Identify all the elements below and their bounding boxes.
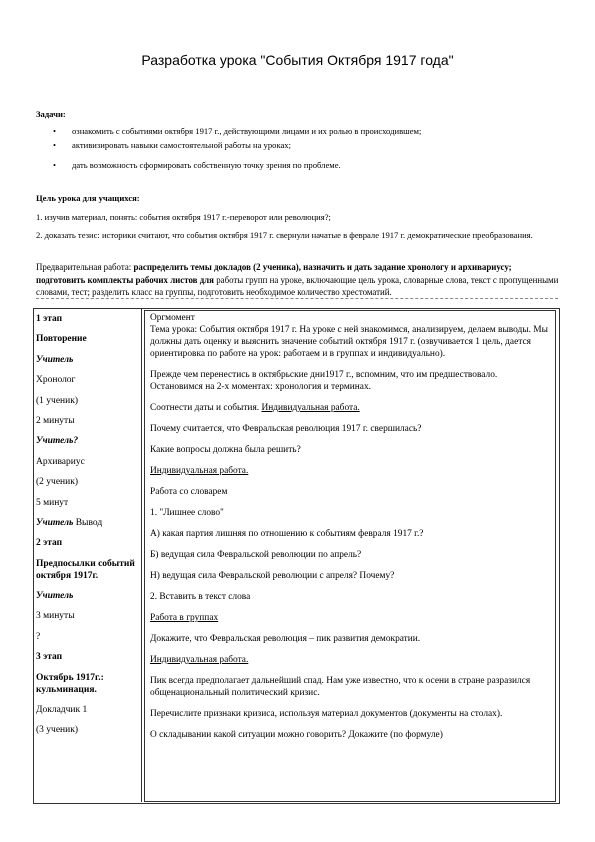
stage-item: (2 ученик) (36, 477, 78, 488)
content-text: Тема урока: События октября 1917 г. На уроке с ней знакомимся, анализируем, делаем выводы. Мы должны дать оценку и выяснить значение событий октября 1917 г. (озвучивается 1 цель, дается ориентировка по работе на урок: работаем и в группах и индивидуально). (150, 325, 548, 359)
stage-item: Архивариус (36, 456, 85, 467)
content-text: Какие вопросы должна была решить? (150, 445, 301, 455)
content-text: А) какая партия лишняя по отношению к событиям февраля 1917 г.? (150, 529, 424, 539)
goal-item-2: 2. доказать тезис: историки считают, что события октября 1917 г. свернули начатые в феврале 1917 г. демократические преобразования. (36, 230, 533, 240)
content-text: 1. "Лишнее слово" (150, 508, 224, 518)
bullet-icon: • (53, 160, 57, 170)
prep-lead: Предварительная работа: (36, 262, 134, 272)
stage-item: 2 этап (36, 538, 63, 549)
prep-bold-text: распределить темы докладов (2 ученика), назначить и дать задание хронологу и архивариусу; подготовить комплекты рабочих листов для (36, 262, 512, 285)
stage-item: 1 этап (36, 314, 63, 324)
task-text: ознакомить с событиями октября 1917 г., действующими лицами и их ролью в происходившем; (72, 126, 422, 136)
content-underlined-text: Индивидуальная работа. (261, 403, 360, 413)
content-item (150, 633, 550, 645)
content-item (150, 402, 550, 414)
content-item (150, 507, 550, 519)
content-text: Оргмомент (150, 313, 195, 323)
content-list (150, 312, 550, 750)
bullet-icon: • (53, 140, 57, 150)
stage-item: Хронолог (36, 375, 76, 386)
content-text: Прежде чем перенестись в октябрьские дни1917 г., вспомним, что им предшествовало. Остановимся на 2-х моментах: хронология и терминах. (150, 370, 498, 392)
content-item (150, 675, 550, 699)
page-title: Разработка урока "События Октября 1917 года" (141, 52, 454, 68)
stage-note: Вывод (73, 517, 103, 528)
stage-item: 2 минуты (36, 415, 75, 426)
tasks-list (36, 126, 556, 174)
content-text: Работа со словарем (150, 487, 228, 497)
content-text: Б) ведущая сила Февральской революции по апрель? (150, 550, 362, 560)
goal-item-1: 1. изучив материал, понять: события октября 1917 г.-переворот или революция?; (36, 212, 331, 222)
list-item (36, 140, 556, 154)
content-item (150, 528, 550, 540)
stage-item: Докладчик 1 (36, 705, 88, 716)
content-text: 2. Вставить в текст слова (150, 592, 251, 602)
list-item (36, 126, 556, 140)
content-item (150, 465, 550, 477)
content-item (150, 312, 550, 360)
content-text: Докажите, что Февральская революция – пик развития демократии. (150, 634, 421, 644)
content-text: Перечислите признаки кризиса, используя материал документов (документы на столах). (150, 709, 503, 719)
content-text: Почему считается, что Февральская революция 1917 г. свершилась? (150, 424, 422, 434)
task-text: активизировать навыки самостоятельной работы на уроках; (72, 140, 291, 150)
content-item (150, 654, 550, 666)
stage-item: Учитель (36, 591, 74, 602)
prep-rest-text: работы групп на уроке, включающие цель урока, словарные слова, текст с пропущенными словами, тест; разделить класс на группы, подготовить необходимое количество хрестоматий. (36, 274, 559, 298)
stage-role: Учитель (36, 517, 74, 528)
divider (36, 298, 558, 299)
stage-list (36, 313, 140, 745)
content-text: О складывании какой ситуации можно говорить? Докажите (по формуле) (150, 730, 443, 740)
stage-item (36, 517, 140, 529)
stage-item: Октябрь 1917г.: кульминация. (36, 672, 104, 695)
content-underlined-text: Работа в группах (150, 613, 219, 623)
stage-item: (3 ученик) (36, 725, 78, 736)
preparation-paragraph (36, 261, 560, 299)
tasks-heading: Задачи: (36, 109, 66, 119)
content-item (150, 591, 550, 603)
content-text: Пик всегда предполагает дальнейший спад. Нам уже известно, что к осени в стране разразился общенациональный политический кризис. (150, 676, 531, 698)
content-item (150, 486, 550, 498)
stage-item: ? (36, 631, 41, 642)
list-item (36, 160, 556, 174)
stage-item: 3 этап (36, 652, 63, 663)
stage-item: (1 ученик) (36, 395, 78, 406)
stage-item: Предпосылки событий октября 1917г. (36, 558, 135, 581)
content-item (150, 729, 550, 741)
stage-item: 5 минут (36, 497, 69, 508)
content-underlined-text: Индивидуальная работа. (150, 655, 249, 665)
bullet-icon: • (53, 126, 57, 136)
content-underlined-text: Индивидуальная работа. (150, 466, 249, 476)
task-text: дать возможность сформировать собственную точку зрения по проблеме. (72, 160, 341, 170)
content-item (150, 708, 550, 720)
stage-item: Учитель? (36, 436, 79, 447)
stage-item: Учитель (36, 354, 74, 365)
content-item (150, 570, 550, 582)
content-item (150, 444, 550, 456)
content-item (150, 423, 550, 435)
content-text: Соотнести даты и события. (150, 403, 262, 413)
content-item (150, 612, 550, 624)
content-item (150, 549, 550, 561)
content-item (150, 369, 550, 393)
goal-heading: Цель урока для учащихся: (36, 193, 140, 203)
stage-item: 3 минуты (36, 611, 75, 622)
content-text: Н) ведущая сила Февральской революции с апреля? Почему? (150, 571, 395, 581)
stage-item: Повторение (36, 334, 87, 345)
